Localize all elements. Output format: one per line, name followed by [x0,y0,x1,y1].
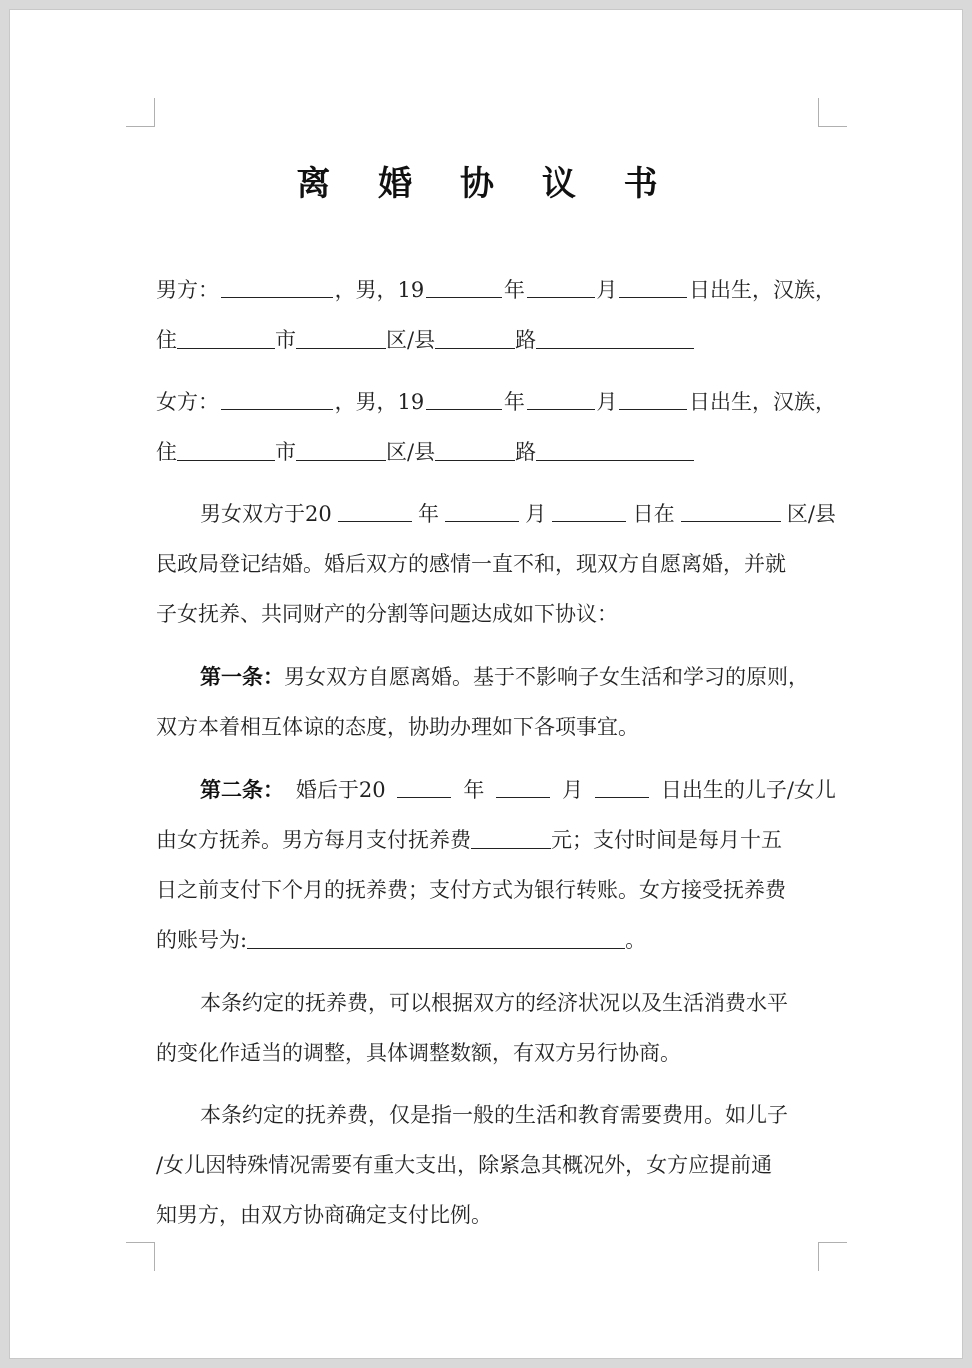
margin-corner-top-right [818,98,847,127]
article-1-line-2: 双方本着相互体谅的态度，协助办理如下各项事宜。 [156,715,639,739]
marriage-day-blank[interactable] [552,499,626,522]
male-address-detail-blank[interactable] [536,326,694,349]
male-district-blank[interactable] [296,326,386,349]
child-birth-month-blank[interactable] [496,775,550,798]
margin-corner-top-left [126,98,155,127]
male-birth-year-blank[interactable] [426,275,502,298]
male-address-line: 住 市 区/县 路 [156,325,836,355]
article-2-line-3: 日之前支付下个月的抚养费；支付方式为银行转账。女方接受抚养费 [156,878,786,902]
article-2-heading: 第二条： [200,777,284,802]
male-info-line: 男方： ，男，19 年 月 日出生，汉族， [156,275,836,305]
article-2-line-1: 第二条： 婚后于20 年 月 日出生的儿子/女儿 [156,775,836,805]
document-page [10,10,962,1358]
marriage-year-blank[interactable] [338,499,412,522]
article-2-line-2: 由女方抚养。男方每月支付抚养费 元；支付时间是每月十五 [156,828,782,852]
female-birth-year-blank[interactable] [426,387,502,410]
female-road-blank[interactable] [435,438,515,461]
female-name-blank[interactable] [221,387,333,410]
marriage-district-blank[interactable] [681,499,781,522]
article-2-line-4: 的账号为: 。 [156,928,647,952]
intro-line-1: 男女双方于20 年 月 日在 区/县 [156,499,836,529]
marriage-month-blank[interactable] [445,499,519,522]
paragraph-3-line-1: 本条约定的抚养费，可以根据双方的经济状况以及生活消费水平 [200,991,788,1015]
female-address-line: 住 市 区/县 路 [156,437,836,467]
male-name-blank[interactable] [221,275,333,298]
female-birth-month-blank[interactable] [527,387,595,410]
male-birth-day-blank[interactable] [619,275,687,298]
paragraph-4-line-3: 知男方，由双方协商确定支付比例。 [156,1203,492,1227]
child-birth-year-blank[interactable] [397,775,451,798]
male-city-blank[interactable] [177,326,275,349]
male-road-blank[interactable] [435,326,515,349]
margin-corner-bottom-left [126,1242,155,1271]
document-title: 离 婚 协 议 书 [296,164,676,204]
paragraph-4-line-2: /女儿因特殊情况需要有重大支出，除紧急其概况外，女方应提前通 [156,1153,773,1177]
intro-line-3: 子女抚养、共同财产的分割等问题达成如下协议： [156,602,618,626]
male-label: 男方： [156,278,219,302]
child-birth-day-blank[interactable] [595,775,649,798]
female-birth-day-blank[interactable] [619,387,687,410]
female-city-blank[interactable] [177,438,275,461]
female-district-blank[interactable] [296,438,386,461]
account-number-blank[interactable] [247,926,625,949]
article-1-heading: 第一条： [200,664,284,689]
paragraph-3-line-2: 的变化作适当的调整，具体调整数额，有双方另行协商。 [156,1041,681,1065]
margin-corner-bottom-right [818,1242,847,1271]
intro-line-2: 民政局登记结婚。婚后双方的感情一直不和，现双方自愿离婚，并就 [156,552,786,576]
support-amount-blank[interactable] [471,826,551,849]
paragraph-4-line-1: 本条约定的抚养费，仅是指一般的生活和教育需要费用。如儿子 [200,1103,788,1127]
male-birth-month-blank[interactable] [527,275,595,298]
female-label: 女方： [156,390,219,414]
article-1-line-1: 第一条：男女双方自愿离婚。基于不影响子女生活和学习的原则， [200,664,809,689]
female-info-line: 女方： ，男，19 年 月 日出生，汉族， [156,387,836,417]
female-address-detail-blank[interactable] [536,438,694,461]
